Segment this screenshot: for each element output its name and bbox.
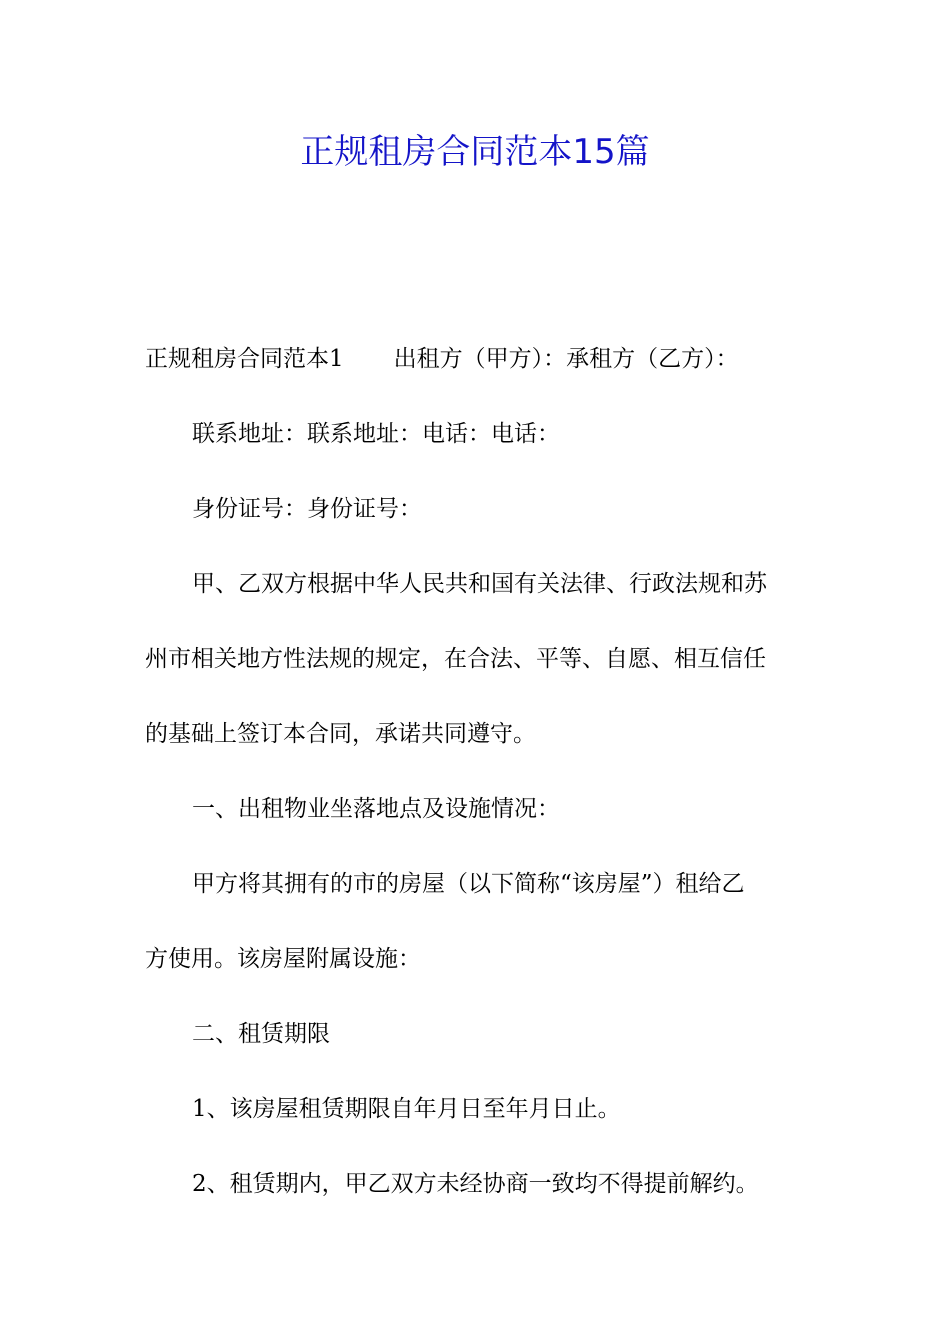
section-title: 正规租房合同范本1 [145,346,344,372]
section-heading: 二、租赁期限 [192,1021,330,1047]
paragraph-line: 州市相关地方性法规的规定，在合法、平等、自愿、相互信任 [145,646,766,672]
paragraph-line: 的基础上签订本合同，承诺共同遵守。 [145,721,536,747]
clause-line: 1、该房屋租赁期限自年月日至年月日止。 [192,1096,621,1122]
paragraph-line: 方使用。该房屋附属设施： [145,946,421,972]
contact-address-line: 联系地址：联系地址：电话：电话： [192,421,560,447]
clause-line: 2、租赁期内，甲乙双方未经协商一致均不得提前解约。 [192,1171,759,1197]
section-heading-line [145,342,825,376]
paragraph-line: 甲、乙双方根据中华人民共和国有关法律、行政法规和苏 [192,571,767,597]
paragraph-line: 甲方将其拥有的市的房屋（以下简称“该房屋”）租给乙 [192,871,745,897]
parties-text: 出租方（甲方）：承租方（乙方）： [393,346,739,372]
document-title: 正规租房合同范本15篇 [300,132,650,172]
id-number-line: 身份证号：身份证号： [192,496,422,522]
section-heading: 一、出租物业坐落地点及设施情况： [192,796,560,822]
